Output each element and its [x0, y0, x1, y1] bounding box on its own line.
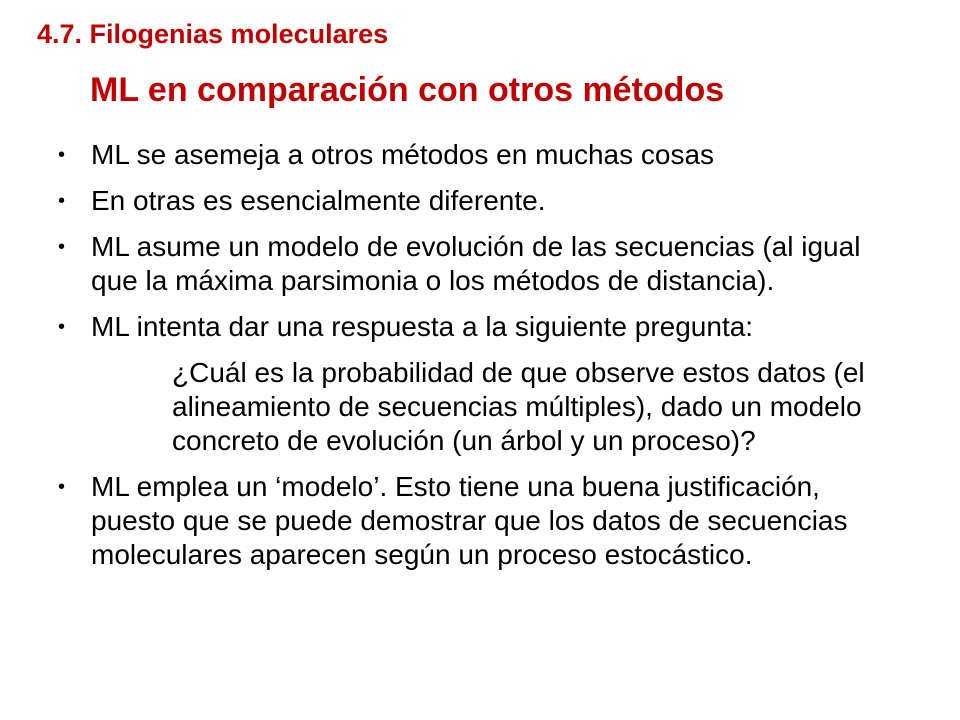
- question-block: ¿Cuál es la probabilidad de que observe estos datos (el alineamiento de secuencias múltiples), dado un modelo concreto de evolución (un árbol y un proceso)?: [172, 357, 865, 456]
- bullet-item: [58, 470, 908, 572]
- bullet-text: ML emplea un ‘modelo’. Esto tiene una buena justificación, puesto que se puede demostrar que los datos de secuencias moleculares aparecen según un proceso estocástico.: [91, 471, 848, 570]
- bullet-icon: •: [58, 190, 66, 212]
- bullet-item: [58, 184, 908, 218]
- bullet-icon: •: [58, 476, 66, 498]
- bullet-icon: •: [58, 236, 66, 258]
- bullet-icon: •: [58, 144, 66, 166]
- section-title: 4.7. Filogenias moleculares: [37, 19, 389, 49]
- bullet-icon: •: [58, 316, 66, 338]
- bullet-text: ML intenta dar una respuesta a la siguiente pregunta:: [91, 311, 754, 342]
- bullet-text: ML asume un modelo de evolución de las secuencias (al igual que la máxima parsimonia o los métodos de distancia).: [91, 231, 861, 296]
- bullet-text: ML se asemeja a otros métodos en muchas cosas: [91, 139, 715, 170]
- bullet-list: [58, 138, 908, 584]
- bullet-item: [58, 230, 908, 298]
- bullet-item: [58, 138, 908, 172]
- bullet-item: [58, 310, 908, 344]
- slide-title: ML en comparación con otros métodos: [90, 71, 725, 109]
- bullet-text: En otras es esencialmente diferente.: [91, 185, 546, 216]
